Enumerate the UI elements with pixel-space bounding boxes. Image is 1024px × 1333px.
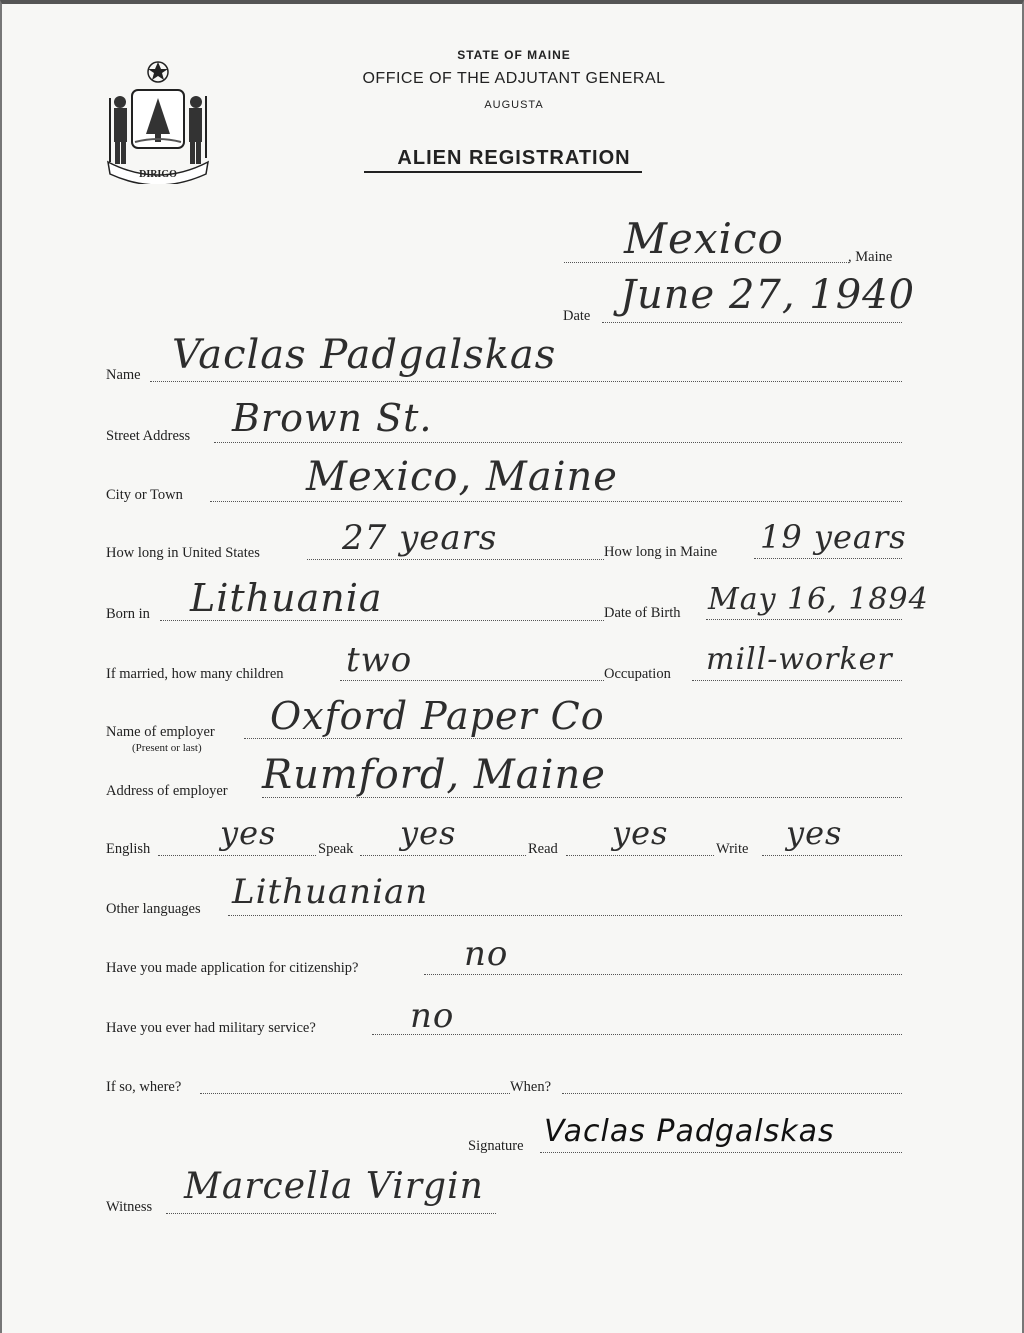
where-line (200, 1093, 510, 1094)
employer-sublabel: (Present or last) (132, 742, 202, 754)
speak-line (360, 855, 526, 856)
employer-entry: Oxford Paper Co (270, 694, 605, 738)
speak-entry: yes (400, 814, 457, 852)
signature-line (540, 1152, 902, 1153)
how-long-maine-entry: 19 years (760, 518, 907, 556)
when-line (562, 1093, 902, 1094)
state-heading: STATE OF MAINE (457, 48, 571, 62)
military-entry: no (410, 996, 455, 1036)
speak-label: Speak (318, 841, 354, 857)
citizenship-entry: no (464, 934, 509, 974)
svg-text:DIRIGO: DIRIGO (139, 169, 177, 180)
street-line (214, 442, 902, 443)
other-languages-entry: Lithuanian (232, 872, 429, 912)
how-long-maine-label: How long in Maine (604, 544, 718, 560)
other-languages-line (228, 915, 902, 916)
date-line (602, 322, 902, 323)
children-line (340, 680, 604, 681)
read-label: Read (528, 841, 558, 857)
dob-label: Date of Birth (604, 605, 681, 621)
date-label: Date (563, 308, 591, 324)
dob-line (706, 619, 902, 620)
office-heading: OFFICE OF THE ADJUTANT GENERAL (362, 70, 666, 87)
form-title: ALIEN REGISTRATION (397, 147, 631, 169)
signature-entry: Vaclas Padgalskas (544, 1114, 835, 1149)
how-long-maine-line (754, 558, 902, 559)
military-label: Have you ever had military service? (106, 1020, 316, 1036)
write-label: Write (716, 841, 749, 857)
read-entry: yes (612, 814, 669, 852)
maine-label: , Maine (848, 249, 893, 265)
street-label: Street Address (106, 428, 191, 444)
title-underline (364, 171, 642, 173)
city-heading: AUGUSTA (484, 99, 544, 111)
signature-label: Signature (468, 1138, 524, 1154)
children-entry: two (346, 640, 413, 680)
witness-entry: Marcella Virgin (184, 1166, 484, 1207)
city-town-line (210, 501, 902, 502)
occupation-label: Occupation (604, 666, 671, 682)
how-long-us-line (307, 559, 604, 560)
town-entry: Mexico (624, 214, 784, 263)
name-label: Name (106, 367, 141, 383)
citizenship-label: Have you made application for citizenship? (106, 960, 359, 976)
english-label: English (106, 841, 151, 857)
employer-label: Name of employer (106, 724, 215, 740)
write-line (762, 855, 902, 856)
date-entry: June 27, 1940 (620, 272, 916, 318)
witness-label: Witness (106, 1199, 153, 1215)
employer-address-entry: Rumford, Maine (262, 752, 606, 798)
born-in-label: Born in (106, 606, 150, 622)
english-line (158, 855, 316, 856)
witness-line (166, 1213, 496, 1214)
where-label: If so, where? (106, 1079, 182, 1095)
children-label: If married, how many children (106, 666, 284, 682)
name-entry: Vaclas Padgalskas (172, 332, 557, 378)
how-long-us-label: How long in United States (106, 545, 260, 561)
occupation-entry: mill-worker (706, 642, 893, 677)
born-in-line (160, 620, 604, 621)
when-label: When? (510, 1079, 552, 1095)
street-entry: Brown St. (232, 396, 433, 440)
city-town-label: City or Town (106, 487, 183, 503)
other-languages-label: Other languages (106, 901, 201, 917)
citizenship-line (424, 974, 902, 975)
born-in-entry: Lithuania (190, 576, 383, 620)
how-long-us-entry: 27 years (342, 518, 498, 558)
write-entry: yes (786, 814, 843, 852)
employer-address-label: Address of employer (106, 783, 228, 799)
name-line (150, 381, 902, 382)
city-town-entry: Mexico, Maine (306, 454, 618, 500)
occupation-line (692, 680, 902, 681)
read-line (566, 855, 714, 856)
dob-entry: May 16, 1894 (708, 582, 929, 617)
employer-line (244, 738, 902, 739)
english-entry: yes (220, 814, 277, 852)
